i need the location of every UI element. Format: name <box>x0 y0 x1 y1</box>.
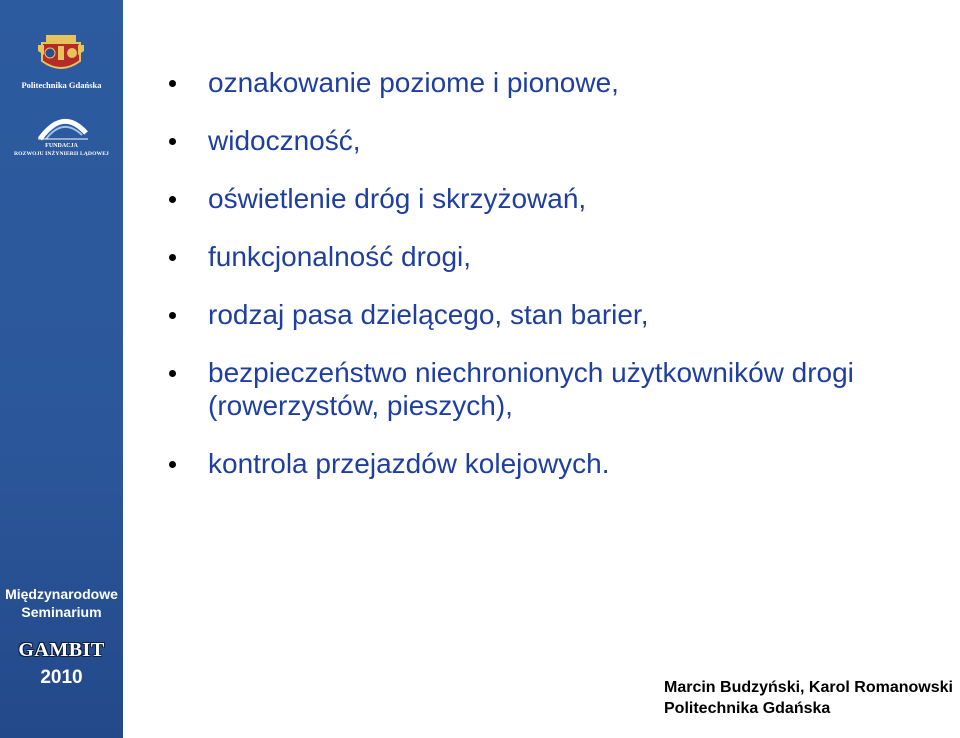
foundation-label-line2: ROZWOJU INŻYNIERII LĄDOWEJ <box>14 151 109 157</box>
bullet-item <box>160 66 940 100</box>
foundation-arc-logo <box>38 113 88 143</box>
bullet-dot <box>169 138 176 145</box>
bullet-dot <box>169 370 176 377</box>
event-name: GAMBIT <box>18 639 105 661</box>
author-credits <box>664 677 953 719</box>
university-label: Politechnika Gdańska <box>21 80 102 90</box>
bullet-dot <box>169 80 176 87</box>
bullet-text: oznakowanie poziome i pionowe, <box>208 67 619 98</box>
bullet-text: bezpieczeństwo niechronionych użytkowników drogi (rowerzystów, pieszych), <box>208 357 854 421</box>
bullet-item <box>160 240 940 274</box>
institution-line: Politechnika Gdańska <box>664 700 831 717</box>
bullet-dot <box>169 254 176 261</box>
bullet-text: funkcjonalność drogi, <box>208 241 472 272</box>
bullet-item <box>160 182 940 216</box>
bullet-dot <box>169 196 176 203</box>
bullet-item <box>160 447 940 481</box>
event-year: 2010 <box>40 667 83 688</box>
bullet-dot <box>169 312 176 319</box>
bullet-text: rodzaj pasa dzielącego, stan barier, <box>208 299 649 330</box>
authors-line: Marcin Budzyński, Karol Romanowski <box>664 679 953 696</box>
seminar-label-line1: Międzynarodowe <box>5 586 118 602</box>
bullet-text: kontrola przejazdów kolejowych. <box>208 448 610 479</box>
seminar-label-line2: Seminarium <box>21 604 102 620</box>
bullet-item <box>160 356 940 422</box>
foundation-label-line1: FUNDACJA <box>45 143 78 149</box>
bullet-item <box>160 298 940 332</box>
university-crest-logo <box>36 31 86 73</box>
bullet-dot <box>169 461 176 468</box>
bullet-text: widoczność, <box>208 125 361 156</box>
sidebar <box>0 0 123 738</box>
bullet-item <box>160 124 940 158</box>
bullet-text: oświetlenie dróg i skrzyżowań, <box>208 183 587 214</box>
bullet-list <box>160 66 940 505</box>
